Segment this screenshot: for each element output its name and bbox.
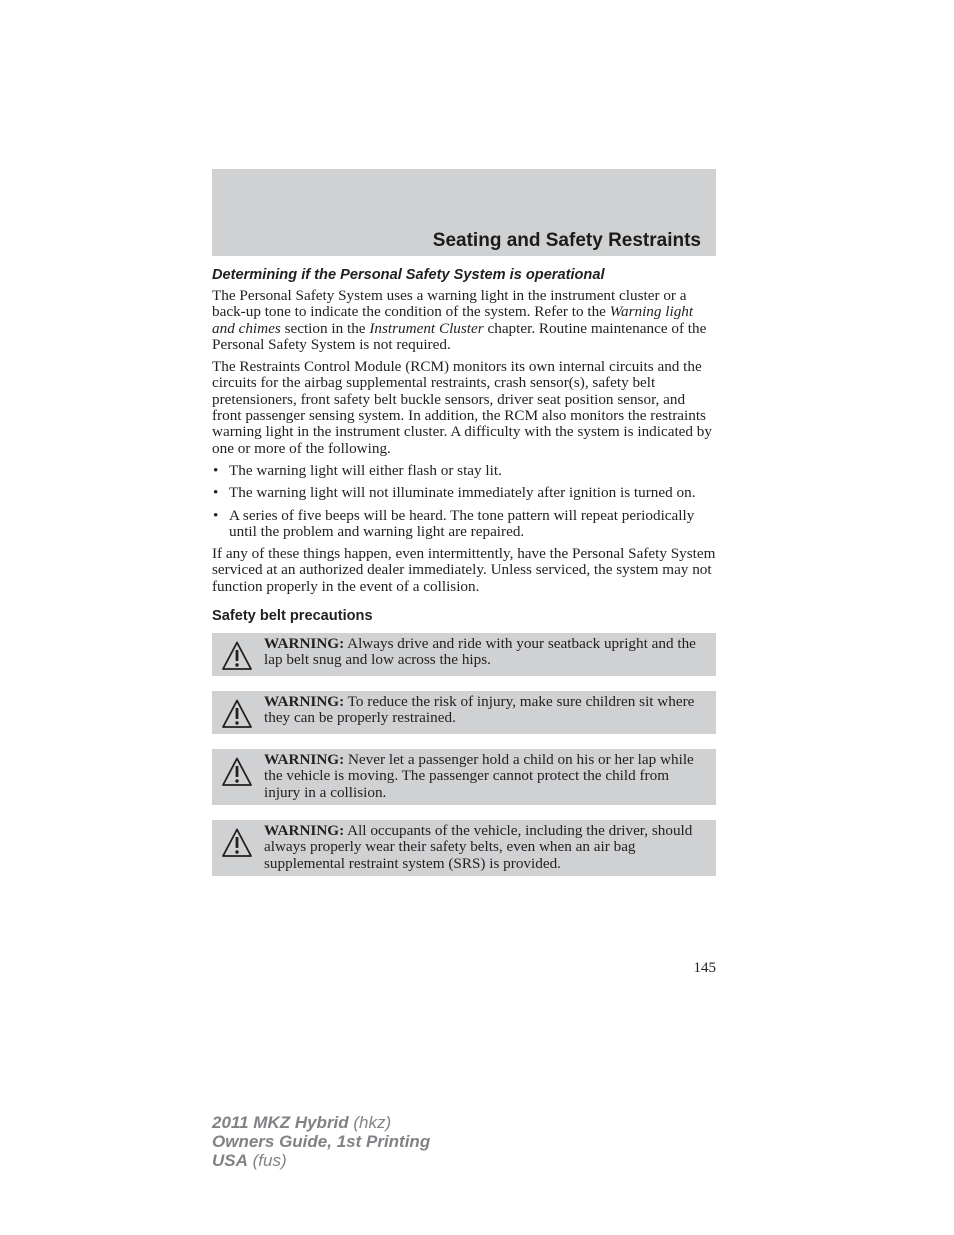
paragraph-text: chapter. Routine maintenance of the Personal Safety System is not required. bbox=[212, 319, 707, 353]
paragraph-system-overview bbox=[212, 288, 716, 353]
warning-label: WARNING: bbox=[264, 821, 345, 839]
bullet-icon: • bbox=[213, 461, 219, 479]
caution-triangle-icon bbox=[221, 756, 253, 788]
warning-box bbox=[212, 633, 716, 676]
section-heading-safety-belt: Safety belt precautions bbox=[212, 608, 373, 625]
paragraph-text: The Personal Safety System uses a warning light in the instrument cluster or a back-up tone to indicate the condition of the system. Refer to the bbox=[212, 287, 687, 321]
footer-line-market bbox=[212, 1151, 430, 1170]
list-item bbox=[212, 508, 716, 541]
document-footer bbox=[212, 1113, 430, 1170]
paragraph-text: section in the bbox=[280, 319, 370, 337]
footer-model: 2011 MKZ Hybrid bbox=[212, 1113, 349, 1132]
warning-box bbox=[212, 749, 716, 805]
footer-line-guide bbox=[212, 1132, 430, 1151]
caution-triangle-icon bbox=[221, 827, 253, 859]
warning-label: WARNING: bbox=[264, 635, 345, 653]
section-heading-operational: Determining if the Personal Safety System is operational bbox=[212, 267, 605, 283]
reference-instrument-cluster: Instrument Cluster bbox=[369, 319, 484, 337]
warning-text: To reduce the risk of injury, make sure children sit where they can be properly restrained. bbox=[264, 693, 695, 727]
footer-market-code: (fus) bbox=[247, 1151, 287, 1170]
warning-text: Always drive and ride with your seatback upright and the lap belt snug and low across the hips. bbox=[264, 635, 696, 669]
list-item-text: The warning light will not illuminate immediately after ignition is turned on. bbox=[229, 484, 696, 502]
paragraph-service-advice: If any of these things happen, even intermittently, have the Personal Safety System serviced at an authorized dealer immediately. Unless serviced, the system may not function properly in the event of a collision. bbox=[212, 545, 716, 595]
footer-line-model bbox=[212, 1113, 430, 1132]
warning-label: WARNING: bbox=[264, 693, 345, 711]
list-item-text: The warning light will either flash or stay lit. bbox=[229, 461, 502, 479]
footer-guide: Owners Guide, 1st Printing bbox=[212, 1132, 431, 1151]
list-item bbox=[212, 463, 716, 479]
chapter-header-band bbox=[212, 169, 716, 256]
warning-box bbox=[212, 691, 716, 734]
bullet-icon: • bbox=[213, 506, 219, 524]
list-item bbox=[212, 485, 716, 501]
warning-box bbox=[212, 820, 716, 876]
page-number: 145 bbox=[693, 960, 716, 976]
warning-label: WARNING: bbox=[264, 751, 345, 769]
paragraph-rcm-monitoring: The Restraints Control Module (RCM) monitors its own internal circuits and the circuits for the airbag supplemental restraints, crash sensor(s), safety belt pretensioners, front safety belt buckle sensors, driver seat position sensor, and front passenger sensing system. In addition, the RCM also monitors the restraints warning light in the instrument cluster. A difficulty with the system is indicated by one or more of the following. bbox=[212, 358, 712, 457]
page-content bbox=[212, 266, 716, 891]
chapter-title: Seating and Safety Restraints bbox=[432, 230, 701, 251]
reference-warning-lights: Warning light and chimes bbox=[212, 303, 694, 337]
footer-model-code: (hkz) bbox=[348, 1113, 392, 1132]
list-item-text: A series of five beeps will be heard. The tone pattern will repeat periodically until the problem and warning light are repaired. bbox=[229, 506, 695, 540]
caution-triangle-icon bbox=[221, 640, 253, 672]
footer-market: USA bbox=[212, 1151, 248, 1170]
warning-text: All occupants of the vehicle, including the driver, should always properly wear their safety belts, even when an air bag supplemental restraint system (SRS) is provided. bbox=[264, 821, 693, 872]
bullet-icon: • bbox=[213, 484, 219, 502]
warning-text: Never let a passenger hold a child on his or her lap while the vehicle is moving. The passenger cannot protect the child from injury in a collision. bbox=[264, 751, 694, 801]
caution-triangle-icon bbox=[221, 698, 253, 730]
symptom-list bbox=[212, 463, 716, 540]
